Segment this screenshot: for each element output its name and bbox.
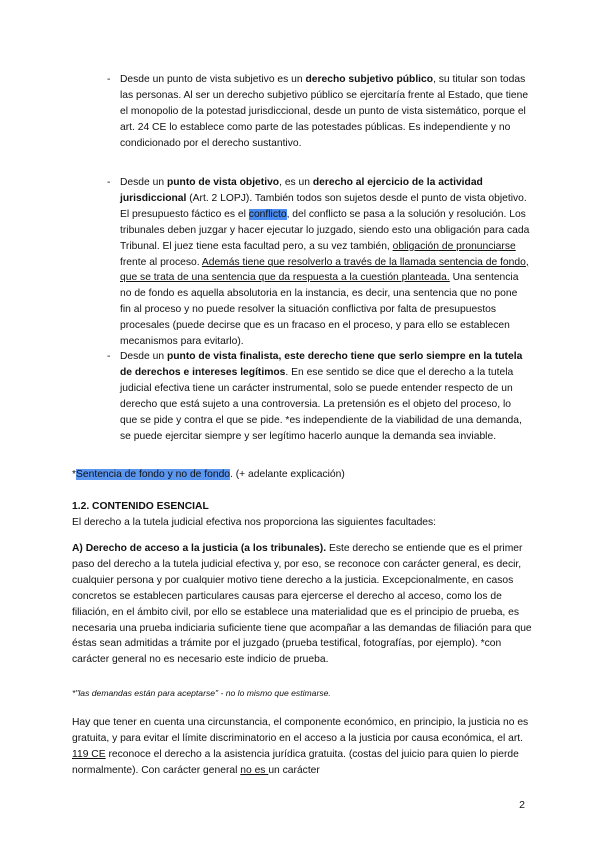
bold-term: derecho al ejercicio de la actividad jurisdiccional [120,177,483,204]
highlighted-note: Sentencia de fondo y no de fondo [76,469,231,480]
bullet-text: Desde un punto de vista objetivo, es un derecho al ejercicio de la actividad jurisdiccional (Art. 2 LOPJ). También todos son sujetos desde el punto de vista objetivo. El presupuesto fáctico es el conflicto, del conflicto se pasa a la solución y resolución. Los tribunales deben juzgar y hacer ejecutar lo juzgado, siendo esto una obligación para cada Tribunal. El juez tiene esta facultad pero, a su vez también, obligación de pronunciarse frente al proceso. Además tiene que resolverlo a través de la llamada sentencia de fondo, que se trata de una sentencia que da respuesta a la cuestión planteada. Una sentencia no de fondo es aquella absolutoria en la instancia, es decir, una sentencia que no pone fin al proceso y no puede resolver la situación conflictiva por falta de presupuestos procesales (puede decirse que es un fracaso en el proceso, y para ello se establecen mecanismos para evitarlo). [120,177,530,348]
highlight-note: *Sentencia de fondo y no de fondo. (+ adelante explicación) [72,469,345,480]
underlined-phrase: no es [240,764,269,776]
access-paragraph: A) Derecho de acceso a la justicia (a los tribunales). Este derecho se entiende que es el primer paso del derecho a la tutela judicial efectiva y, por eso, se reconoce con carácter general, es decir, cualquier persona y por cualquier motivo tiene derecho a la justicia. Excepcionalmente, en casos concretos se establecen particulares causas para ejercerse el derecho al acceso, como los de filiación, en el ámbito civil, por ello se establece una materialidad que es el principio de prueba, es necesaria una prueba indiciaria suficiente tiene que acompañar a las demandas de filiación para que éstas sean admitidas a trámite por el juzgado (prueba testifical, fotografías, por ejemplo). *con carácter general no es necesario este indicio de prueba. [72,543,532,666]
bullet-text: Desde un punto de vista finalista, este derecho tiene que serlo siempre en la tutela de derechos e intereses legítimos. En ese sentido se dice que el derecho a la tutela judicial efectiva tiene un carácter instrumental, solo se puede entender respecto de un derecho que está sujeto a una controversia. La pretensión es el objeto del proceso, lo que se pide y contra el que se pide. *es independiente de la viabilidad de una demanda, se puede ejercitar siempre y ser legítimo hacerlo aunque la demanda sea inviable. [120,351,523,442]
bullet-dash: - [107,177,111,188]
bullet-finalist [107,349,530,444]
bullet-subjective [107,72,530,152]
bold-term: punto de vista objetivo [166,177,280,188]
article-link[interactable]: 119 CE [72,748,106,760]
page-number: 2 [519,799,525,811]
highlighted-word: conflicto [248,208,287,220]
section-heading: 1.2. CONTENIDO ESENCIAL [72,501,209,512]
bullet-text: Desde un punto de vista subjetivo es un derecho subjetivo público, su titular son todas las personas. Al ser un derecho subjetivo público se ejercitaría frente al Estado, que tiene el monopolio de la potestad jurisdiccional, desde un punto de vista sistemático, porque el art. 24 CE lo establece como parte de las potestades públicas. Es independiente y no condicionado por el derecho sustantivo. [120,74,529,149]
underlined-sentence: Además tiene que resolverlo a través de la llamada sentencia de fondo, que se trata de una sentencia que da respuesta a la cuestión planteada. [120,256,529,284]
bullet-dash: - [107,74,111,85]
bullet-objective [107,175,530,350]
bullet-dash: - [107,351,111,362]
section-intro: El derecho a la tutela judicial efectiva nos proporciona las siguientes facultades: [72,517,437,528]
bold-term: derecho subjetivo público [305,74,434,85]
quote-line: *"las demandas están para aceptarse" - no lo mismo que estimarse. [72,688,331,698]
access-title: A) Derecho de acceso a la justicia (a los tribunales). [72,543,327,554]
bold-term: punto de vista finalista, este derecho tiene que serlo siempre en la tutela de derechos e intereses legítimos [120,351,523,378]
economic-paragraph: Hay que tener en cuenta una circunstancia, el componente económico, en principio, la justicia no es gratuita, y para evitar el límite discriminatorio en el acceso a la justicia por causa económica, el art. 119 CE reconoce el derecho a la asistencia jurídica gratuita. (costas del juicio para quien lo pierde normalmente). Con carácter general no es un carácter [72,717,529,776]
underlined-phrase: obligación de pronunciarse [392,240,516,252]
